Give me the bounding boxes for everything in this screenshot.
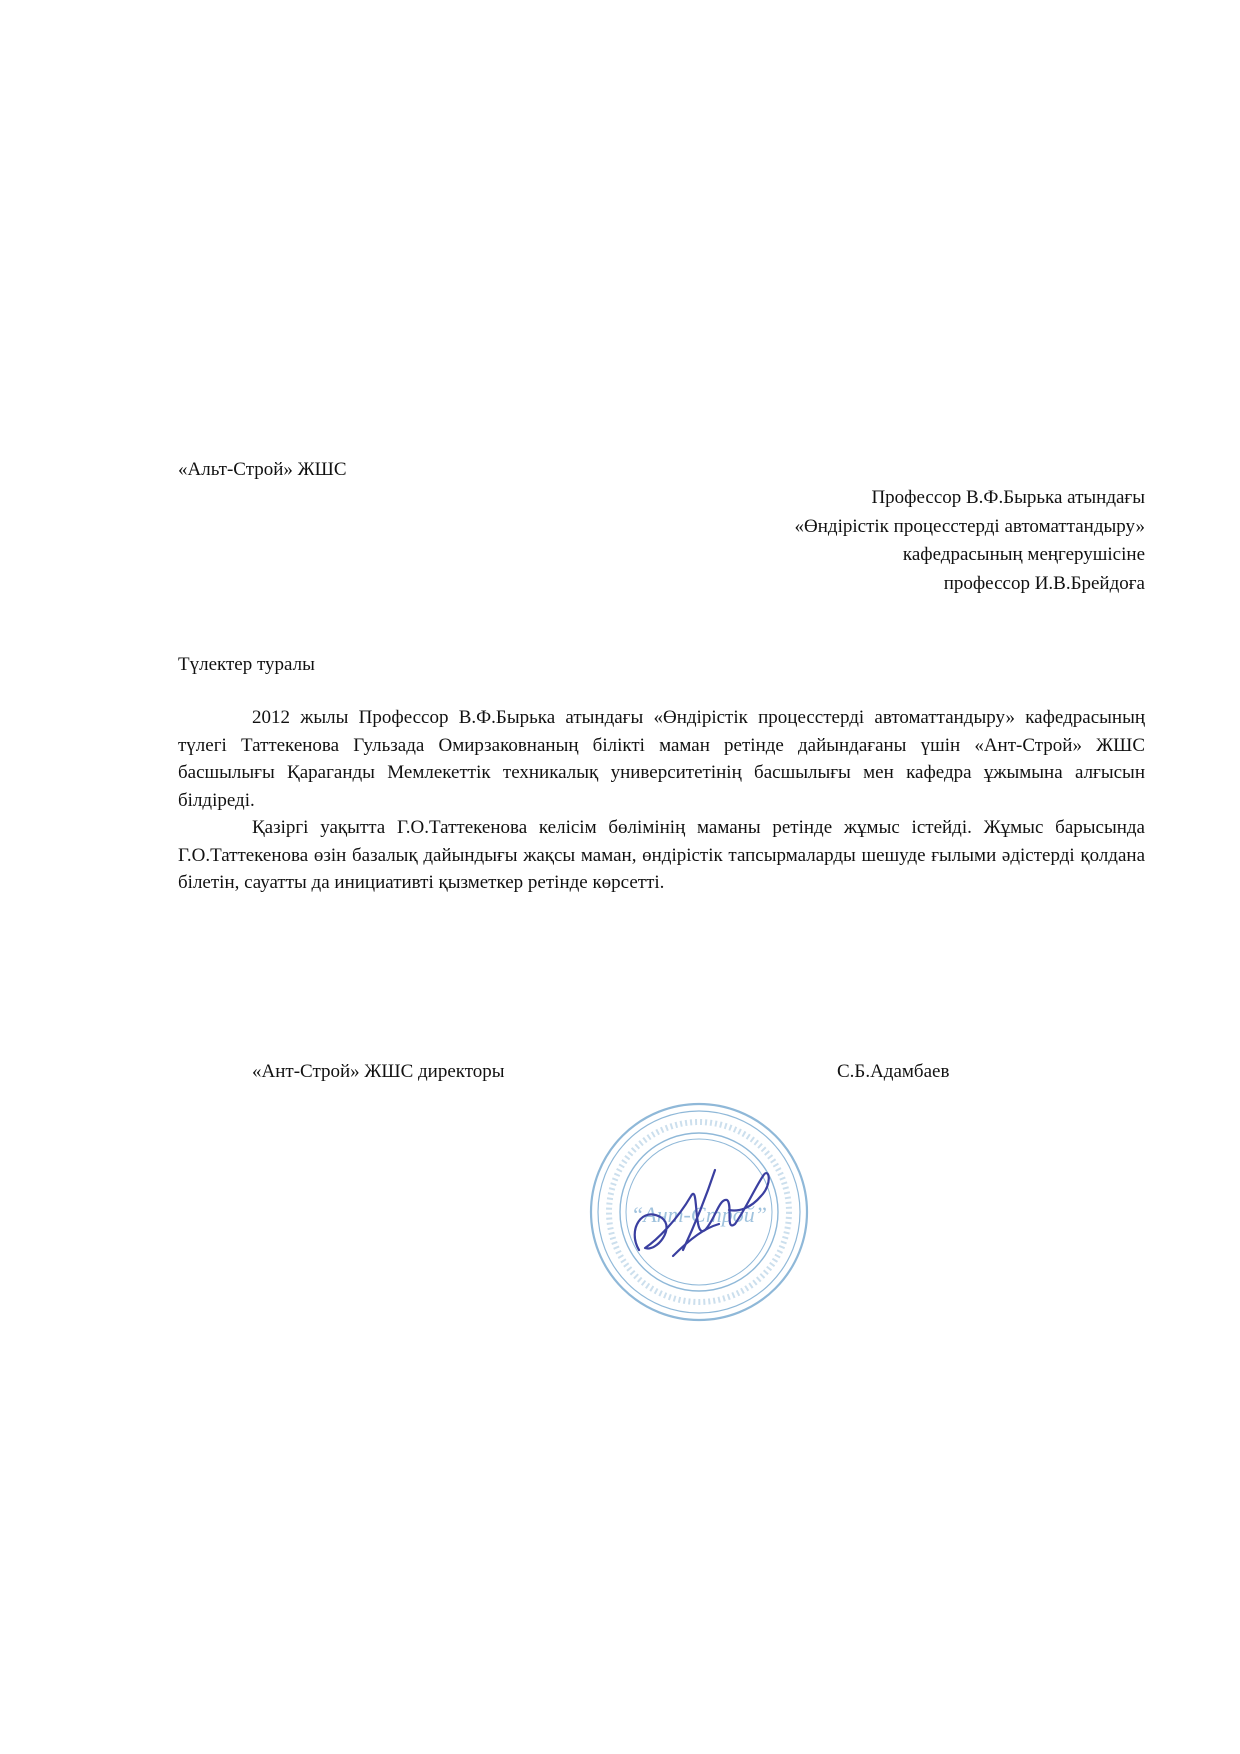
recipient-line: Профессор В.Ф.Бырька атындағы (871, 487, 1145, 508)
stamp-inner-text: “Ант-Строй” (631, 1202, 767, 1227)
company-stamp-with-signature (587, 1100, 811, 1324)
recipient-line: кафедрасының меңгерушісіне (902, 544, 1145, 565)
recipient-line: профессор И.В.Брейдоға (943, 572, 1145, 594)
body-paragraph: Қазіргі уақытта Г.О.Таттекенова келісім бөлімінің маманы ретінде жұмыс істейді. Жұмыс барысында Г.О.Таттекенова өзін базалық дайындығы жақсы маман, өндірістік тапсырмаларды шешуде ғылыми әдістерді қолдана білетін, сауатты да инициативті қызметкер ретінде көрсетті. (178, 817, 1145, 893)
recipient-line: «Өндірістік процесстерді автоматтандыру» (794, 515, 1145, 537)
letter-subject: Түлектер туралы (178, 654, 315, 675)
recipient-block (545, 484, 1145, 598)
body-paragraph: 2012 жылы Профессор В.Ф.Бырька атындағы «Өндірістік процесстерді автоматтандыру» кафедрасының түлегі Таттекенова Гульзада Омирзаковнаның білікті маман ретінде дайындағаны үшін «Ант-Строй» ЖШС басшылығы Қараганды Мемлекеттік техникалық университетінің басшылығы мен кафедра ұжымына алғысын білдіреді. (178, 707, 1145, 811)
signatory-title: «Ант-Строй» ЖШС директоры (252, 1061, 505, 1082)
letter-body (178, 704, 1145, 897)
sender-company: «Альт-Строй» ЖШС (178, 459, 347, 480)
signatory-name: С.Б.Адамбаев (837, 1061, 950, 1082)
